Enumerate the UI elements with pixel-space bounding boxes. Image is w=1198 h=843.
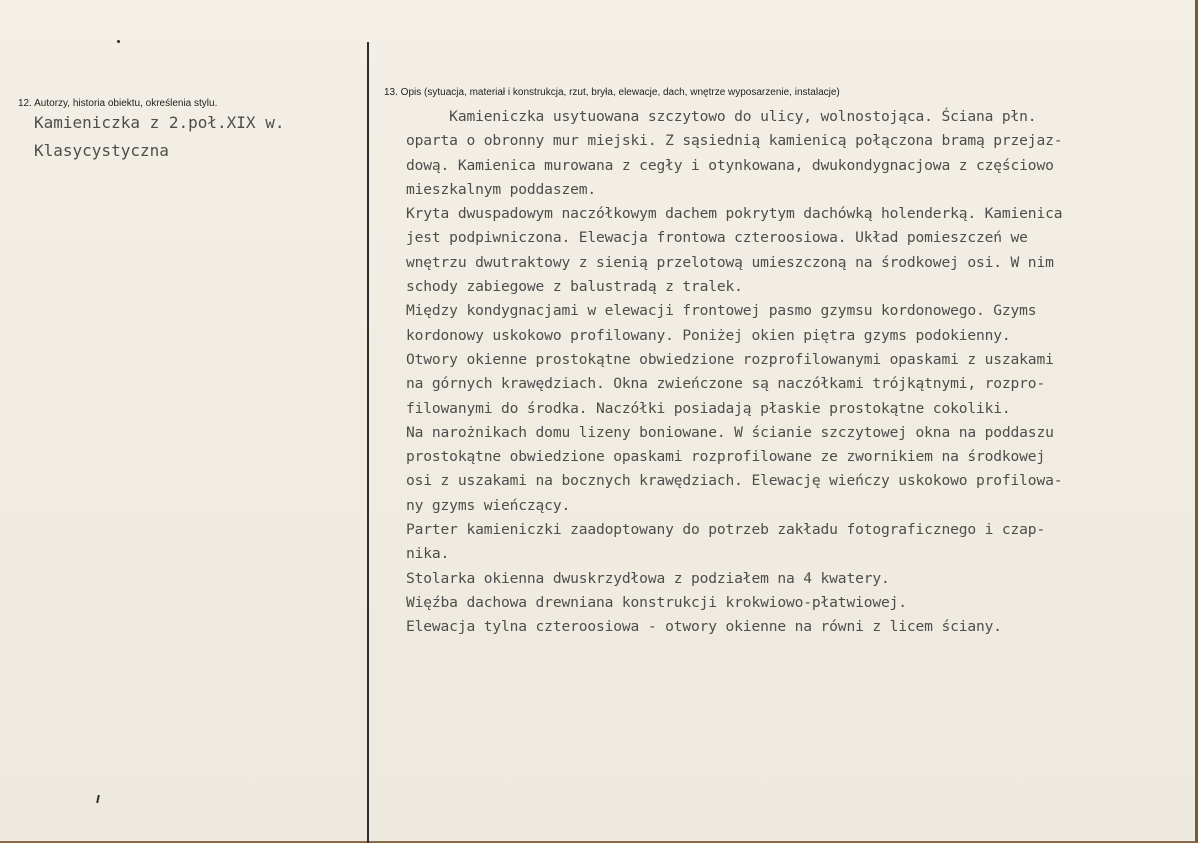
description-line: schody zabiegowe z balustradą z tralek. [406,278,743,296]
description-line: mieszkalnym poddaszem. [406,180,596,198]
description-line: ny gzyms wieńczący. [406,496,571,514]
description-line: na górnych krawędziach. Okna zwieńczone są naczółkami trójkątnymi, rozpro- [406,375,1046,393]
description-line: Otwory okienne prostokątne obwiedzione rozprofilowanymi opaskami z uszakami [406,350,1054,368]
field-12-section [0,0,366,843]
field-12-line: Klasycystyczna [34,141,169,160]
description-line: dową. Kamienica murowana z cegły i otynkowana, dwukondygnacjowa z częściowo [406,156,1054,174]
field-12-line: Kamieniczka z 2.poł.XIX w. [34,113,285,132]
description-line: Kryta dwuspadowym naczółkowym dachem pokrytym dachówką holenderką. Kamienica [406,205,1063,223]
description-line: prostokątne obwiedzione opaskami rozprofilowane ze zwornikiem na środkowej [406,448,1046,466]
description-line: wnętrzu dwutraktowy z sienią przelotową umieszczoną na środkowej osi. W nim [406,253,1054,271]
description-line: Między kondygnacjami w elewacji frontowej pasmo gzymsu kordonowego. Gzyms [406,302,1037,320]
description-line: kordonowy uskokowo profilowany. Poniżej okien piętra gzyms podokienny. [406,326,1011,344]
description-line: Stolarka okienna dwuskrzydłowa z podziałem na 4 kwatery. [406,569,890,587]
field-12-label: 12. Autorzy, historia obiektu, określenia stylu. [18,98,218,109]
field-13-label: 13. Opis (sytuacja, materiał i konstrukcja, rzut, bryła, elewacje, dach, wnętrze wyposarzenie, instalacje) [384,87,840,98]
description-line: jest podpiwniczona. Elewacja frontowa czteroosiowa. Układ pomieszczeń we [406,229,1028,247]
description-line: Kamieniczka usytuowana szczytowo do ulicy, wolnostojąca. Ściana płn. [406,108,1037,125]
field-13-section [370,0,1190,843]
description-line: Elewacja tylna czteroosiowa - otwory okienne na równi z licem ściany. [406,618,1002,636]
description-line: osi z uszakami na bocznych krawędziach. Elewację wieńczy uskokowo profilowa- [406,472,1063,490]
description-line: filowanymi do środka. Naczółki posiadają płaskie prostokątne cokoliki. [406,399,1011,417]
description-line: oparta o obronny mur miejski. Z sąsiednią kamienicą połączona bramą przejaz- [406,132,1063,150]
description-line: Więźba dachowa drewniana konstrukcji krokwiowo-płatwiowej. [406,593,907,611]
description-line: nika. [406,545,450,563]
description-line: Na narożnikach domu lizeny boniowane. W ścianie szczytowej okna na poddaszu [406,423,1054,441]
description-text [406,105,1196,640]
column-divider [367,42,369,843]
description-line: Parter kamieniczki zaadoptowany do potrzeb zakładu fotograficznego i czap- [406,521,1046,539]
